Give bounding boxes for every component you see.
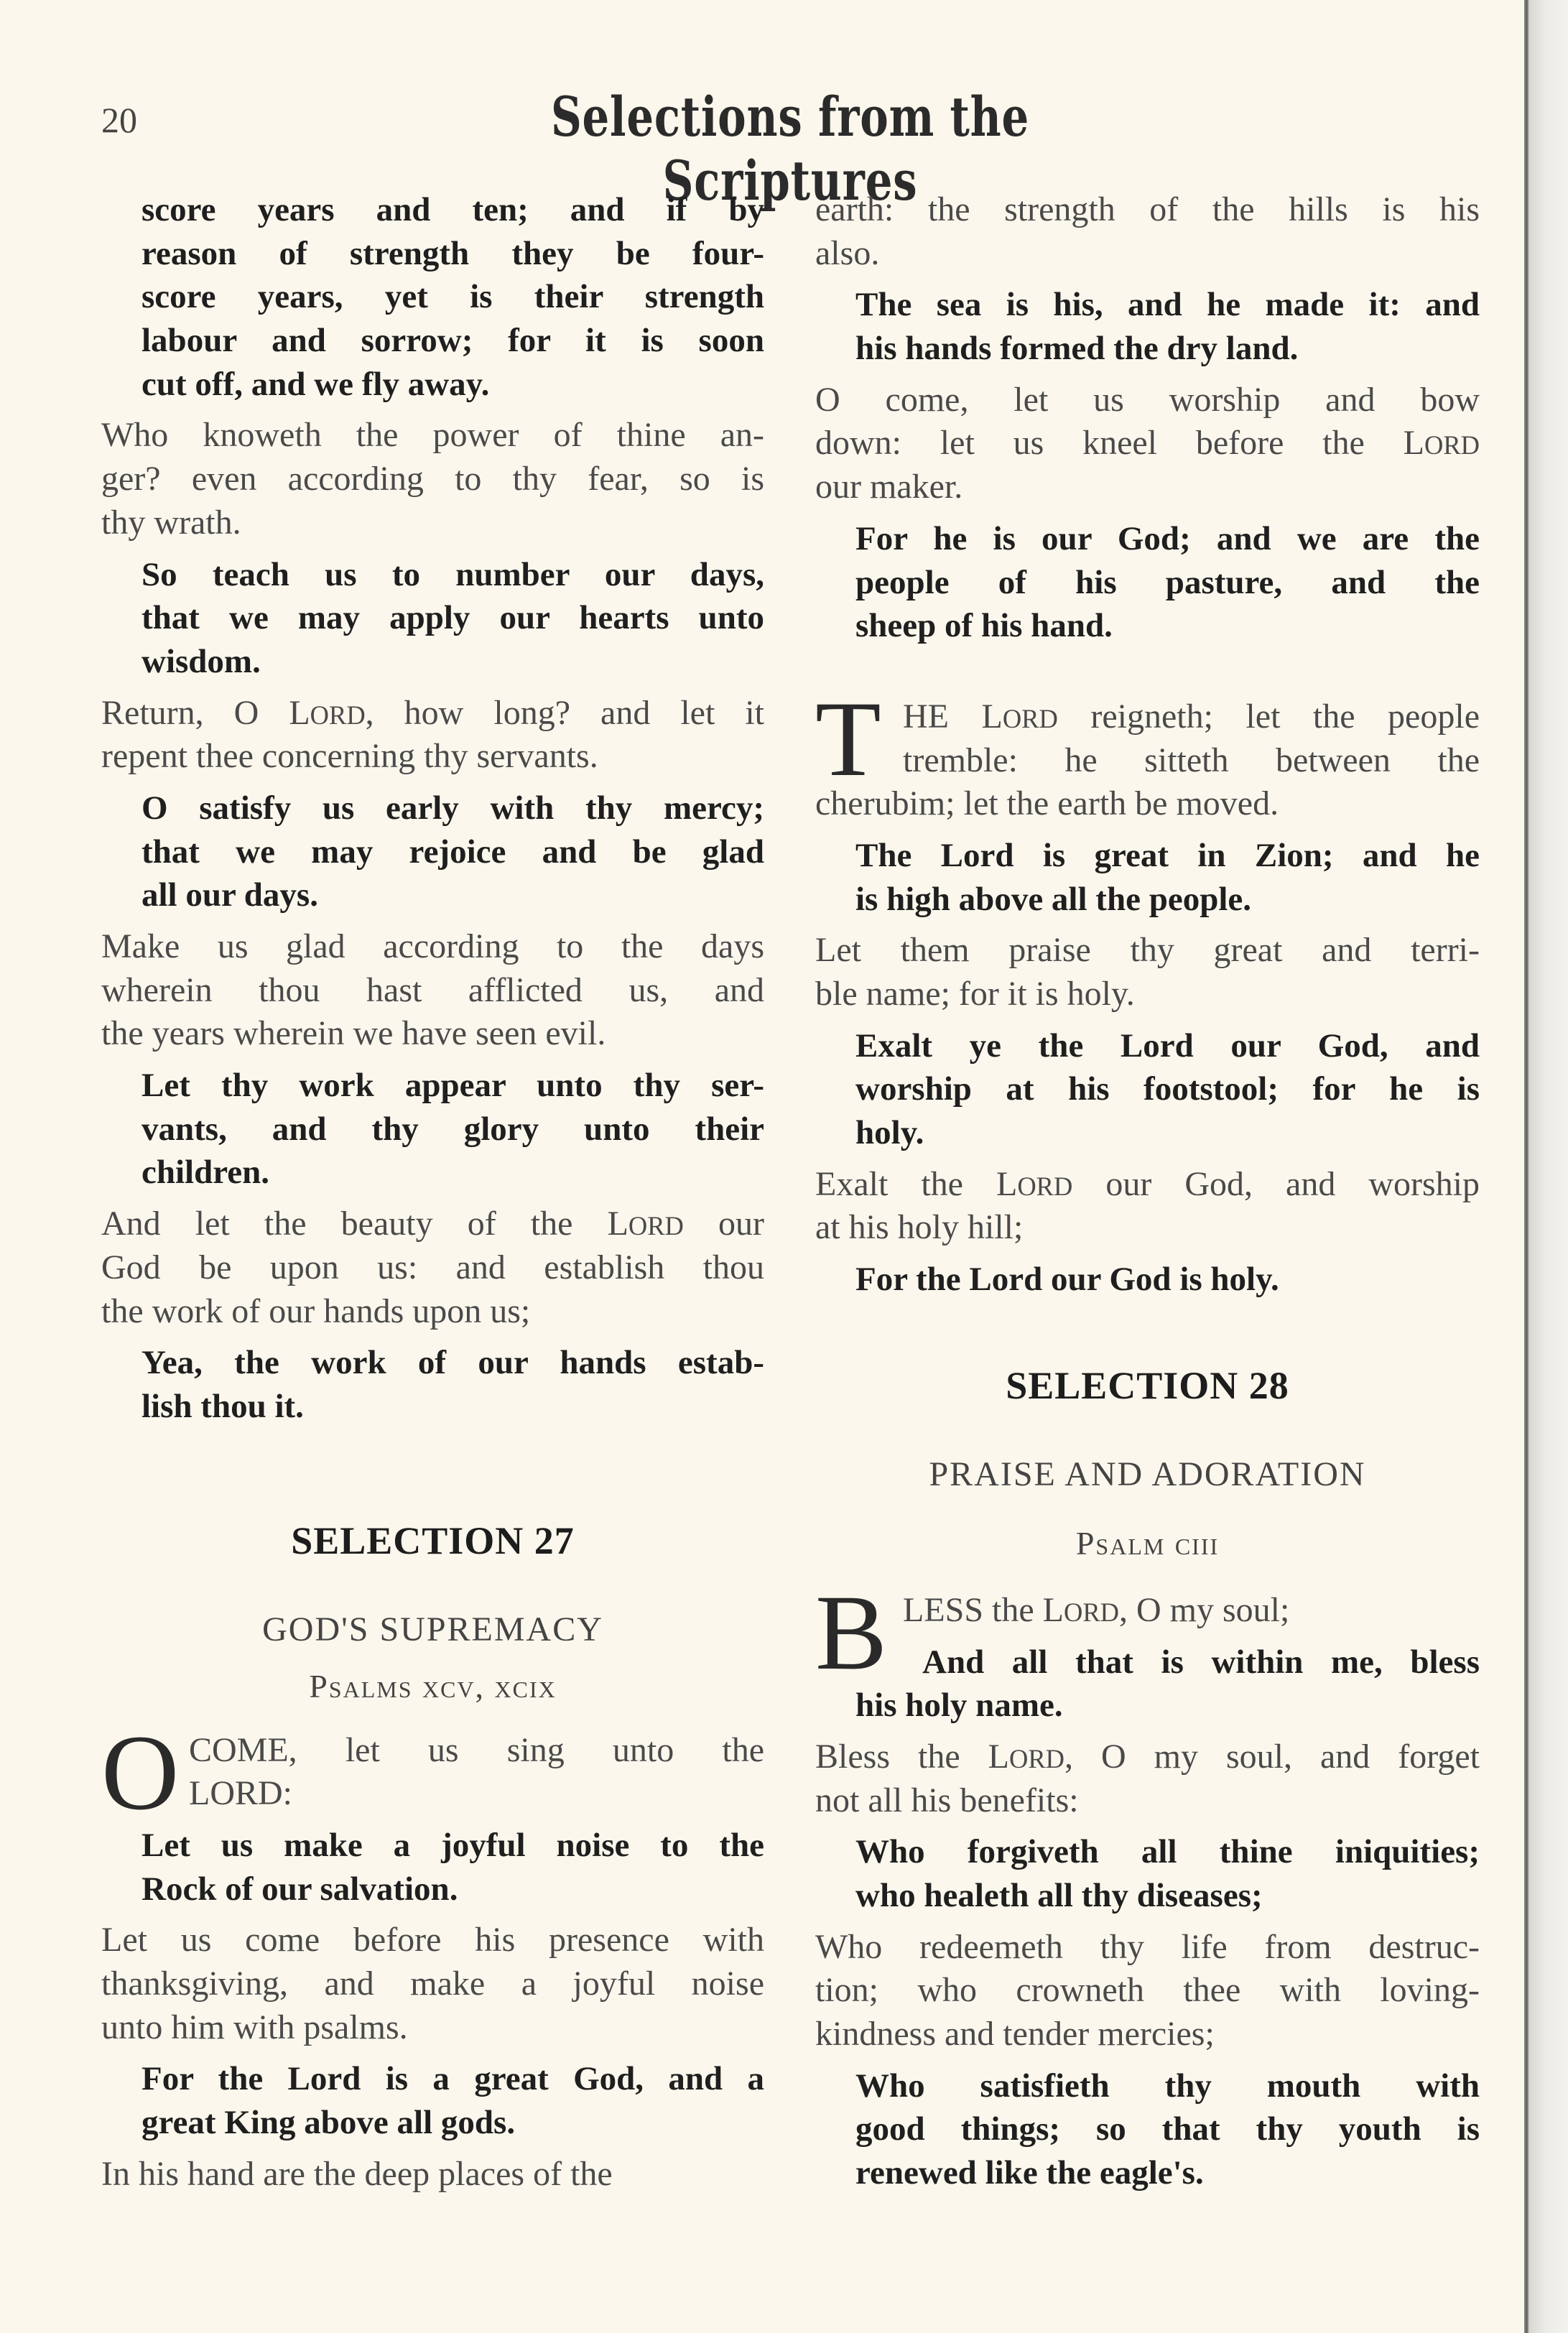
small-caps-lord: LORD (988, 1737, 1064, 1776)
text-line: labour and sorrow; for it is soon (142, 322, 764, 360)
text-line: O satisfy us early with thy mercy; (142, 789, 764, 827)
running-title: Selections from the Scriptures (550, 85, 1030, 213)
verse-paragraph (101, 2057, 764, 2144)
text-line: tremble: he sitteth between the (903, 741, 1480, 779)
verse-paragraph (815, 834, 1480, 921)
text-line: So teach us to number our days, (142, 555, 764, 593)
verse-paragraph (815, 283, 1480, 370)
verse-paragraph (815, 379, 1480, 509)
text-line: Let them praise thy great and terri- (815, 931, 1480, 970)
drop-cap: O (101, 1712, 180, 1832)
page-number: 20 (101, 100, 137, 140)
text-line: ble name; for it is holy. (815, 975, 1135, 1013)
text-line: is high above all the people. (855, 880, 1252, 918)
text-line: Let thy work appear unto thy ser- (142, 1067, 764, 1105)
verse-paragraph (815, 679, 1480, 826)
text-line: For he is our God; and we are the (855, 519, 1480, 557)
verse-paragraph (101, 2153, 764, 2197)
text-line: Who satisfieth thy mouth with (855, 2067, 1480, 2105)
text-line: wisdom. (142, 642, 261, 680)
text-line: score years and ten; and if by (142, 191, 764, 228)
text-line: cut off, and we fly away. (142, 365, 490, 403)
text-line: kindness and tender mercies; (815, 2015, 1215, 2053)
text-line: Rock of our salvation. (142, 1870, 458, 1908)
right-column (815, 188, 1480, 2195)
text-line: not all his benefits: (815, 1781, 1079, 1819)
verse-paragraph (815, 1258, 1480, 1302)
drop-cap: B (815, 1572, 888, 1692)
text-line: And let the beauty of the LORD our (101, 1205, 764, 1243)
text-line: children. (142, 1154, 270, 1192)
drop-cap: T (815, 679, 881, 799)
verse-paragraph (101, 1064, 764, 1195)
text-line: our maker. (815, 468, 963, 506)
text-line: HE LORD reigneth; let the people (903, 697, 1480, 736)
text-line: the work of our hands upon us; (101, 1291, 531, 1330)
verse-paragraph (101, 553, 764, 684)
text-line: down: let us kneel before the LORD (815, 424, 1480, 463)
selection-title: GOD'S SUPREMACY (262, 1610, 603, 1648)
verse-paragraph (101, 414, 764, 544)
text-line: at his holy hill; (815, 1208, 1024, 1247)
text-line: O come, let us worship and bow (815, 380, 1480, 419)
text-line: And all that is within me, bless (922, 1643, 1480, 1681)
verse-paragraph (815, 1641, 1480, 1727)
text-line: wherein thou hast afflicted us, and (101, 970, 764, 1009)
text-line: sheep of his hand. (855, 607, 1113, 645)
text-line: The sea is his, and he made it: and (855, 286, 1480, 324)
text-line: ger? even according to thy fear, so is (101, 460, 764, 498)
text-line: In his hand are the deep places of the (101, 2154, 613, 2193)
verse-paragraph (101, 1712, 764, 1832)
text-line: Yea, the work of our hands estab- (142, 1344, 764, 1382)
text-line: people of his pasture, and the (855, 563, 1480, 601)
text-line: LORD: (189, 1774, 292, 1813)
text-line: earth: the strength of the hills is his (815, 190, 1480, 228)
small-caps-lord: LORD (981, 697, 1058, 736)
selection-title: PRAISE AND ADORATION (929, 1455, 1366, 1493)
text-line: score years, yet is their strength (142, 278, 764, 316)
verse-paragraph (815, 188, 1480, 275)
text-line: For the Lord our God is holy. (855, 1261, 1279, 1299)
verse-paragraph (815, 1163, 1480, 1250)
verse-paragraph (101, 692, 764, 779)
verse-paragraph (815, 1926, 1480, 2056)
text-line: Make us glad according to the days (101, 927, 764, 965)
text-line: Exalt the LORD our God, and worship (815, 1164, 1480, 1203)
text-line: Who redeemeth thy life from destruc- (815, 1927, 1480, 1966)
text-line: Return, O LORD, how long? and let it (101, 693, 764, 732)
text-line: thy wrath. (101, 503, 241, 542)
small-caps-lord: LORD (1403, 424, 1480, 463)
small-caps-lord: LORD (996, 1164, 1073, 1203)
verse-paragraph (815, 1735, 1480, 1822)
verse-paragraph (101, 1341, 764, 1428)
left-column (101, 188, 764, 2196)
text-line: Let us make a joyful noise to the (142, 1826, 764, 1864)
verse-paragraph (815, 1024, 1480, 1155)
scripture-reference: Psalm ciii (1075, 1524, 1220, 1562)
page-edge (1524, 0, 1568, 2333)
text-line: his holy name. (855, 1687, 1063, 1725)
text-line: that we may rejoice and be glad (142, 832, 764, 871)
verse-paragraph (101, 787, 764, 917)
text-line: his hands formed the dry land. (855, 330, 1299, 368)
verse-paragraph (101, 1919, 764, 2049)
verse-paragraph (101, 1202, 764, 1333)
text-line: great King above all gods. (142, 2104, 516, 2142)
verse-paragraph (101, 188, 764, 406)
text-line: God be upon us: and establish thou (101, 1248, 764, 1286)
scripture-reference: Psalms xcv, xcix (309, 1667, 557, 1704)
text-line: Bless the LORD, O my soul, and forget (815, 1737, 1480, 1776)
text-line: good things; so that thy youth is (855, 2110, 1480, 2148)
text-line: renewed like the eagle's. (855, 2154, 1204, 2192)
text-line: thanksgiving, and make a joyful noise (101, 1965, 764, 2003)
text-line: cherubim; let the earth be moved. (815, 784, 1279, 823)
text-line: the years wherein we have seen evil. (101, 1014, 606, 1053)
verse-paragraph (815, 2064, 1480, 2195)
text-line: Who forgiveth all thine iniquities; (855, 1833, 1480, 1871)
text-line: Who knoweth the power of thine an- (101, 416, 764, 455)
text-line: vants, and thy glory unto their (142, 1110, 764, 1148)
text-line: holy. (855, 1114, 924, 1152)
text-line: worship at his footstool; for he is (855, 1070, 1480, 1108)
small-caps-lord: LORD (607, 1205, 684, 1243)
verse-paragraph (815, 929, 1480, 1016)
text-line: Let us come before his presence with (101, 1921, 764, 1959)
selection-heading: SELECTION 28 (1006, 1363, 1289, 1407)
text-line: LESS the LORD, O my soul; (903, 1590, 1290, 1629)
text-line: all our days. (142, 876, 318, 914)
selection-heading: SELECTION 27 (291, 1518, 575, 1562)
text-line: tion; who crowneth thee with loving- (815, 1971, 1480, 2010)
text-line: COME, let us sing unto the (189, 1730, 764, 1769)
text-line: lish thou it. (142, 1387, 304, 1425)
text-line: The Lord is great in Zion; and he (855, 836, 1480, 874)
text-line: unto him with psalms. (101, 2008, 408, 2046)
text-line: repent thee concerning thy servants. (101, 737, 598, 776)
verse-paragraph (101, 1824, 764, 1911)
text-line: Exalt ye the Lord our God, and (855, 1026, 1480, 1065)
text-line: For the Lord is a great God, and a (142, 2060, 764, 2098)
verse-paragraph (815, 517, 1480, 648)
small-caps-lord: LORD (289, 693, 366, 732)
text-line: reason of strength they be four- (142, 234, 764, 272)
text-line: who healeth all thy diseases; (855, 1876, 1263, 1914)
verse-paragraph (101, 925, 764, 1056)
text-line: also. (815, 233, 880, 272)
text-line: that we may apply our hearts unto (142, 599, 764, 637)
small-caps-lord: LORD (1042, 1590, 1119, 1629)
verse-paragraph (815, 1830, 1480, 1917)
